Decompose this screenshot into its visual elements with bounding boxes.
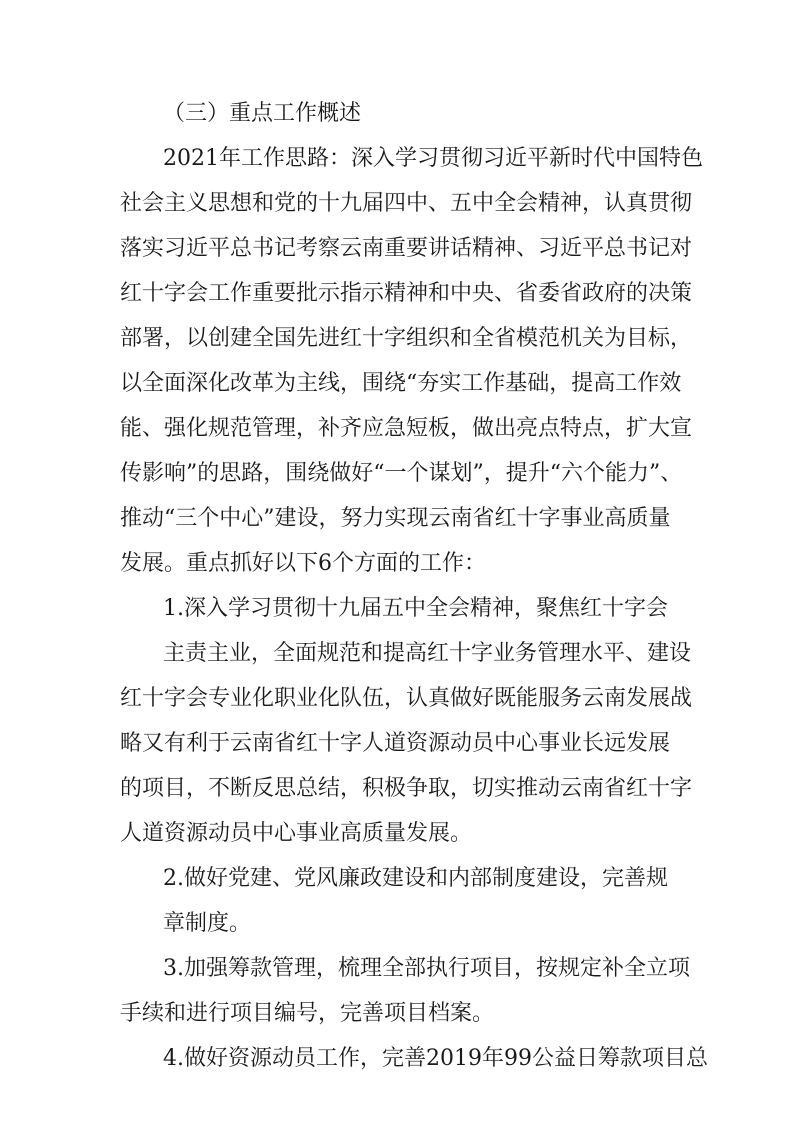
list-item-3-line: 手续和进行项目编号，完善项目档案。	[120, 1001, 495, 1026]
list-item-1-line: 人道资源动员中心事业高质量发展。	[120, 821, 473, 846]
paragraph-line: 2021年工作思路：深入学习贯彻习近平新时代中国特色	[163, 146, 703, 171]
paragraph-line: 能、强化规范管理，补齐应急短板，做出亮点特点，扩大宣	[120, 416, 693, 441]
list-item-2-line: 章制度。	[163, 911, 252, 936]
paragraph-line: 发展。重点抓好以下6个方面的工作：	[120, 551, 486, 576]
list-item-1-line: 红十字会专业化职业化队伍，认真做好既能服务云南发展战	[120, 686, 693, 711]
list-item-1-line: 的项目，不断反思总结，积极争取，切实推动云南省红十字	[120, 776, 693, 801]
list-item-4-line: 4.做好资源动员工作，完善2019年99公益日筹款项目总	[163, 1046, 708, 1071]
paragraph-line: 红十字会工作重要批示指示精神和中央、省委省政府的决策	[120, 281, 693, 306]
list-item-1-line: 1.深入学习贯彻十九届五中全会精神，聚焦红十字会	[163, 596, 668, 621]
paragraph-line: 推动“三个中心”建设，努力实现云南省红十字事业高质量	[120, 506, 671, 531]
list-item-2-line: 2.做好党建、党风廉政建设和内部制度建设，完善规	[163, 866, 668, 891]
paragraph-line: 部署，以创建全国先进红十字组织和全省模范机关为目标，	[120, 326, 693, 351]
list-item-1-line: 主责主业，全面规范和提高红十字业务管理水平、建设	[163, 641, 692, 666]
section-heading: （三）重点工作概述	[163, 101, 362, 126]
list-item-1-line: 略又有利于云南省红十字人道资源动员中心事业长远发展	[120, 731, 671, 756]
paragraph-line: 传影响”的思路，围绕做好“一个谋划”，提升“六个能力”、	[120, 461, 683, 486]
paragraph-line: 社会主义思想和党的十九届四中、五中全会精神，认真贯彻	[120, 191, 693, 216]
list-item-3-line: 3.加强筹款管理，梳理全部执行项目，按规定补全立项	[163, 956, 690, 981]
paragraph-line: 落实习近平总书记考察云南重要讲话精神、习近平总书记对	[120, 236, 693, 261]
paragraph-line: 以全面深化改革为主线，围绕“夯实工作基础，提高工作效	[120, 371, 682, 396]
